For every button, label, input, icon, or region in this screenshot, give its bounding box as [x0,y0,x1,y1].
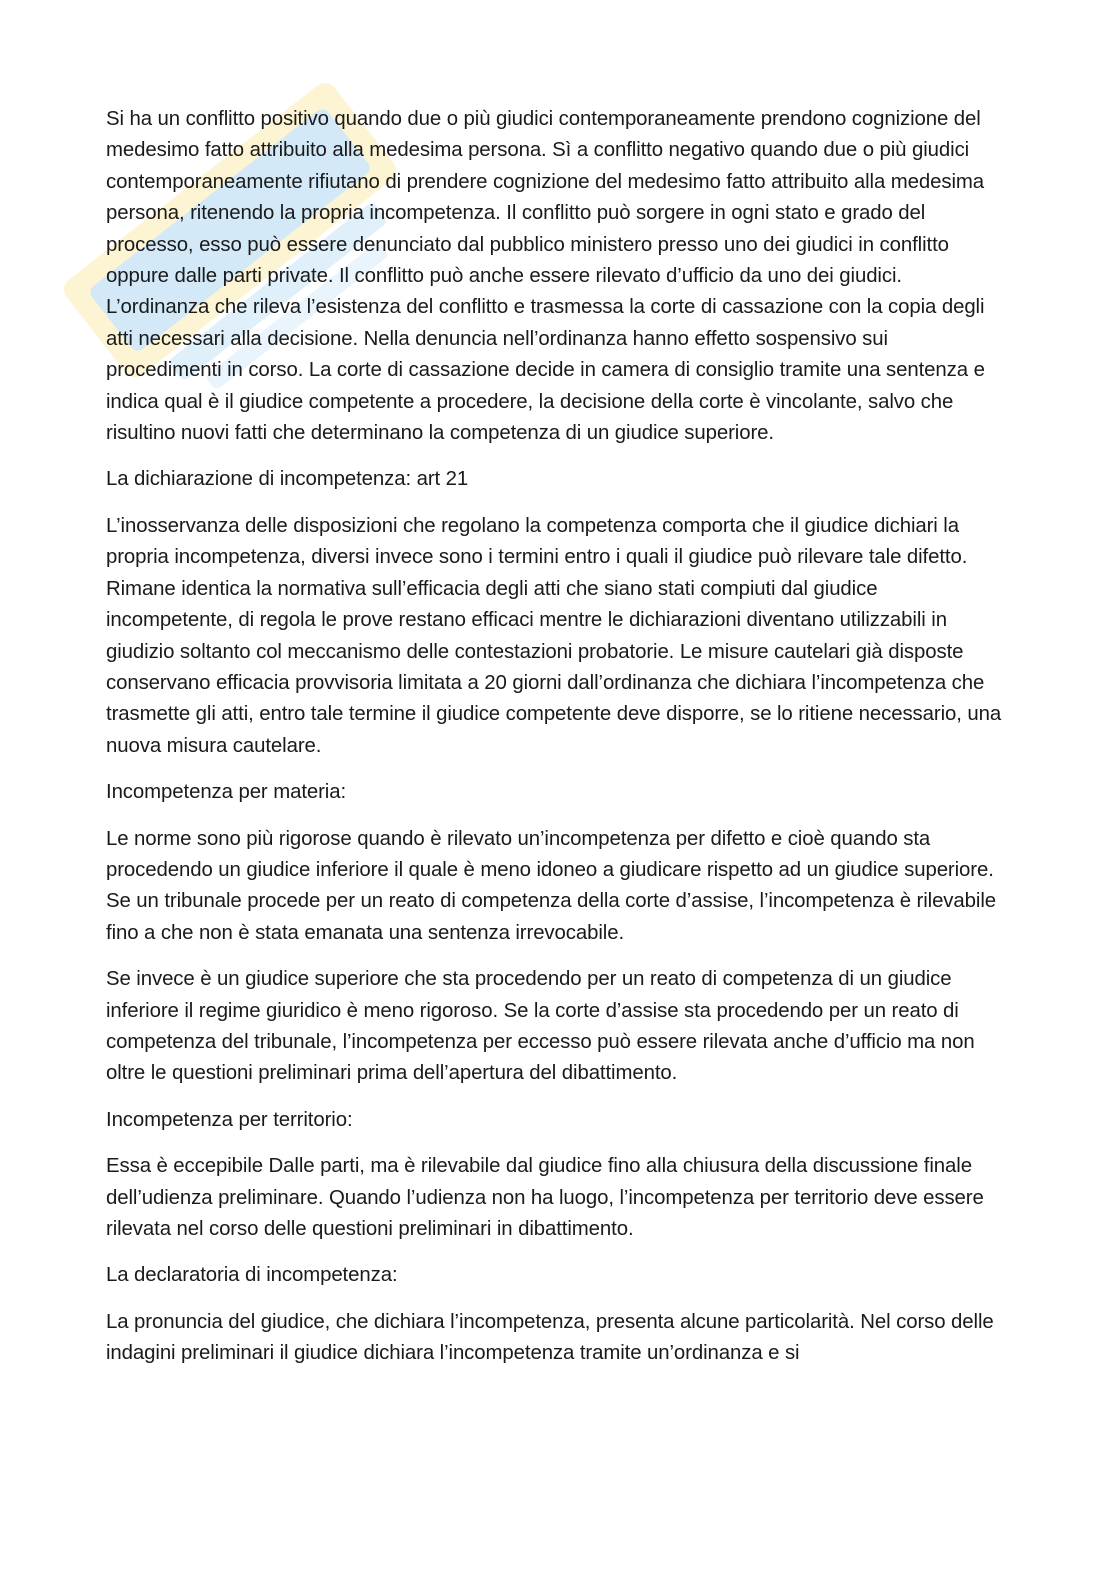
heading-declaratoria: La declaratoria di incompetenza: [106,1264,398,1287]
paragraph-pronuncia: La pronuncia del giudice, che dichiara l’incompetenza, presenta alcune particolarità. Nel corso delle indagini preliminari il giudice dichiara l’incompetenza tramite un’ordinanza e si [106,1310,994,1365]
heading-dichiarazione-incompetenza: La dichiarazione di incompetenza: art 21 [106,468,469,491]
heading-incompetenza-materia: Incompetenza per materia: [106,781,347,804]
paragraph-norme-rigorose: Le norme sono più rigorose quando è rilevato un’incompetenza per difetto e cioè quando sta procedendo un giudice inferiore il quale è meno idoneo a giudicare rispetto ad un giudice superiore. Se un tribunale procede per un reato di competenza della corte d’assise, l’incompetenza è rilevabile fino a che non è stata emanata una sentenza irrevocabile. [106,827,996,944]
paragraph-inosservanza: L’inosservanza delle disposizioni che regolano la competenza comporta che il giudice dichiari la propria incompetenza, diversi invece sono i termini entro i quali il giudice può rilevare tale difetto. Rimane identica la normativa sull’efficacia degli atti che siano stati compiuti dal giudice incompetente, di regola le prove restano efficaci mentre le dichiarazioni diventano utilizzabili in giudizio soltanto col meccanismo delle contestazioni probatorie. Le misure cautelari già disposte conservano efficacia provvisoria limitata a 20 giorni dall’ordinanza che dichiara l’incompetenza che trasmette gli atti, entro tale termine il giudice competente deve disporre, se lo ritiene necessario, una nuova misura cautelare. [106,514,1002,757]
paragraph-eccepibile: Essa è eccepibile Dalle parti, ma è rilevabile dal giudice fino alla chiusura della discussione finale dell’udienza preliminare. Quando l’udienza non ha luogo, l’incompetenza per territorio deve essere rilevata nel corso delle questioni preliminari in dibattimento. [106,1155,984,1240]
heading-incompetenza-territorio: Incompetenza per territorio: [106,1108,353,1131]
document-body [106,104,1006,1385]
paragraph-giudice-superiore: Se invece è un giudice superiore che sta procedendo per un reato di competenza di un giudice inferiore il regime giuridico è meno rigoroso. Se la corte d’assise sta procedendo per un reato di competenza del tribunale, l’incompetenza per eccesso può essere rilevata anche d’ufficio ma non oltre le questioni preliminari prima dell’apertura del dibattimento. [106,968,975,1085]
paragraph-conflitto: Si ha un conflitto positivo quando due o più giudici contemporaneamente prendono cognizione del medesimo fatto attribuito alla medesima persona. Sì a conflitto negativo quando due o più giudici contemporaneamente rifiutano di prendere cognizione del medesimo fatto attribuito alla medesima persona, ritenendo la propria incompetenza. Il conflitto può sorgere in ogni stato e grado del processo, esso può essere denunciato dal pubblico ministero presso uno dei giudici in conflitto oppure dalle parti private. Il conflitto può anche essere rilevato d’ufficio da uno dei giudici. L’ordinanza che rileva l’esistenza del conflitto e trasmessa la corte di cassazione con la copia degli atti necessari alla decisione. Nella denuncia nell’ordinanza hanno effetto sospensivo sui procedimenti in corso. La corte di cassazione decide in camera di consiglio tramite una sentenza e indica qual è il giudice competente a procedere, la decisione della corte è vincolante, salvo che risultino nuovi fatti che determinano la competenza di un giudice superiore. [106,108,985,445]
